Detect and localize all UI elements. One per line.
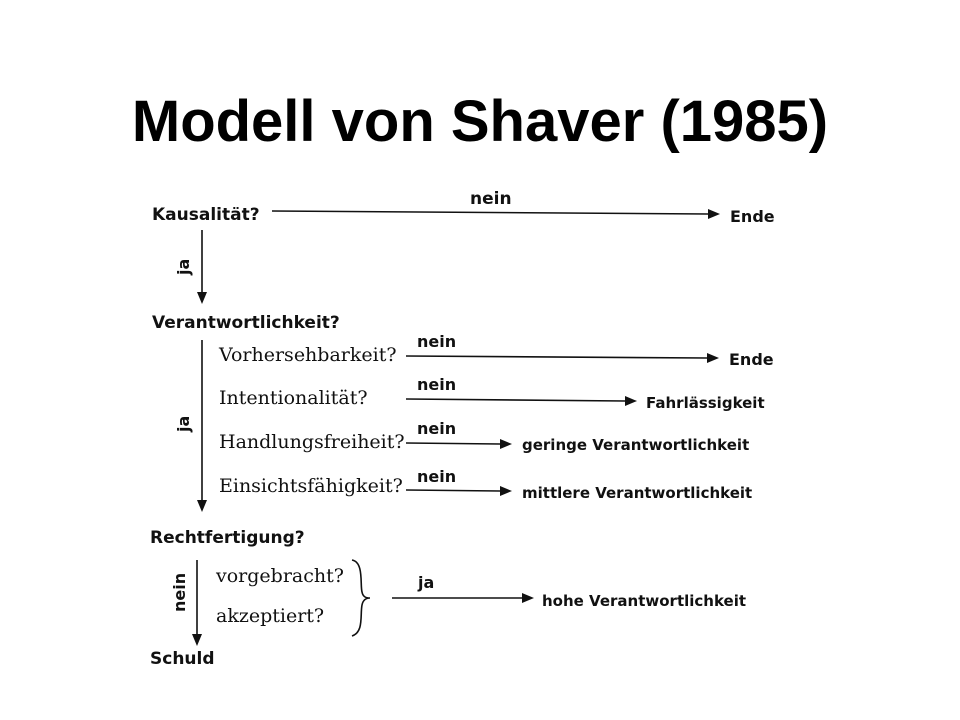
node-verantwortlichkeit: Verantwortlichkeit? xyxy=(152,313,340,333)
arrow-handlungsfreiheit-geringe xyxy=(406,443,500,444)
edge-label-nein-3: nein xyxy=(417,375,457,394)
arrow-kausalitaet-ende xyxy=(272,211,708,214)
arrowhead xyxy=(192,634,202,646)
arrowhead xyxy=(500,439,512,449)
arrowhead xyxy=(197,292,207,304)
criterion-intentionalitaet: Intentionalität? xyxy=(219,387,368,409)
curly-brace xyxy=(352,560,370,636)
edge-label-nein-2: nein xyxy=(417,332,457,351)
arrowhead xyxy=(708,209,720,219)
node-schuld: Schuld xyxy=(150,649,215,669)
arrowhead xyxy=(500,486,512,496)
arrow-vorhersehbarkeit-ende xyxy=(406,356,707,358)
arrow-einsichtsfaehigkeit-mittlere xyxy=(406,490,500,491)
page-title: Modell von Shaver (1985) xyxy=(131,89,829,154)
outcome-hohe-verantwortlichkeit: hohe Verantwortlichkeit xyxy=(542,592,747,610)
node-kausalitaet: Kausalität? xyxy=(152,205,260,225)
criterion-handlungsfreiheit: Handlungsfreiheit? xyxy=(219,431,405,453)
arrowhead xyxy=(707,353,719,363)
edge-label-nein-1: nein xyxy=(470,189,512,209)
node-rechtfertigung: Rechtfertigung? xyxy=(150,528,305,548)
criterion-einsichtsfaehigkeit: Einsichtsfähigkeit? xyxy=(219,475,403,497)
criterion-vorhersehbarkeit: Vorhersehbarkeit? xyxy=(219,344,397,366)
arrowhead xyxy=(522,593,534,603)
edge-label-nein-4: nein xyxy=(417,419,457,438)
outcome-ende-2: Ende xyxy=(729,350,774,369)
edge-label-ja-2: ja xyxy=(174,415,193,432)
outcome-fahrlaessigkeit: Fahrlässigkeit xyxy=(646,394,765,412)
outcome-geringe-verantwortlichkeit: geringe Verantwortlichkeit xyxy=(522,436,750,454)
edge-label-nein-6: nein xyxy=(170,572,189,612)
edge-label-ja-1: ja xyxy=(174,258,193,275)
criterion-akzeptiert: akzeptiert? xyxy=(216,605,325,627)
arrowhead xyxy=(625,396,637,406)
outcome-mittlere-verantwortlichkeit: mittlere Verantwortlichkeit xyxy=(522,484,753,502)
edge-label-ja-3: ja xyxy=(418,573,435,592)
outcome-ende-1: Ende xyxy=(730,207,775,226)
arrowhead xyxy=(197,500,207,512)
edge-label-nein-5: nein xyxy=(417,467,457,486)
criterion-vorgebracht: vorgebracht? xyxy=(216,565,344,587)
arrow-intentionalitaet-fahrlaessigkeit xyxy=(406,399,625,401)
